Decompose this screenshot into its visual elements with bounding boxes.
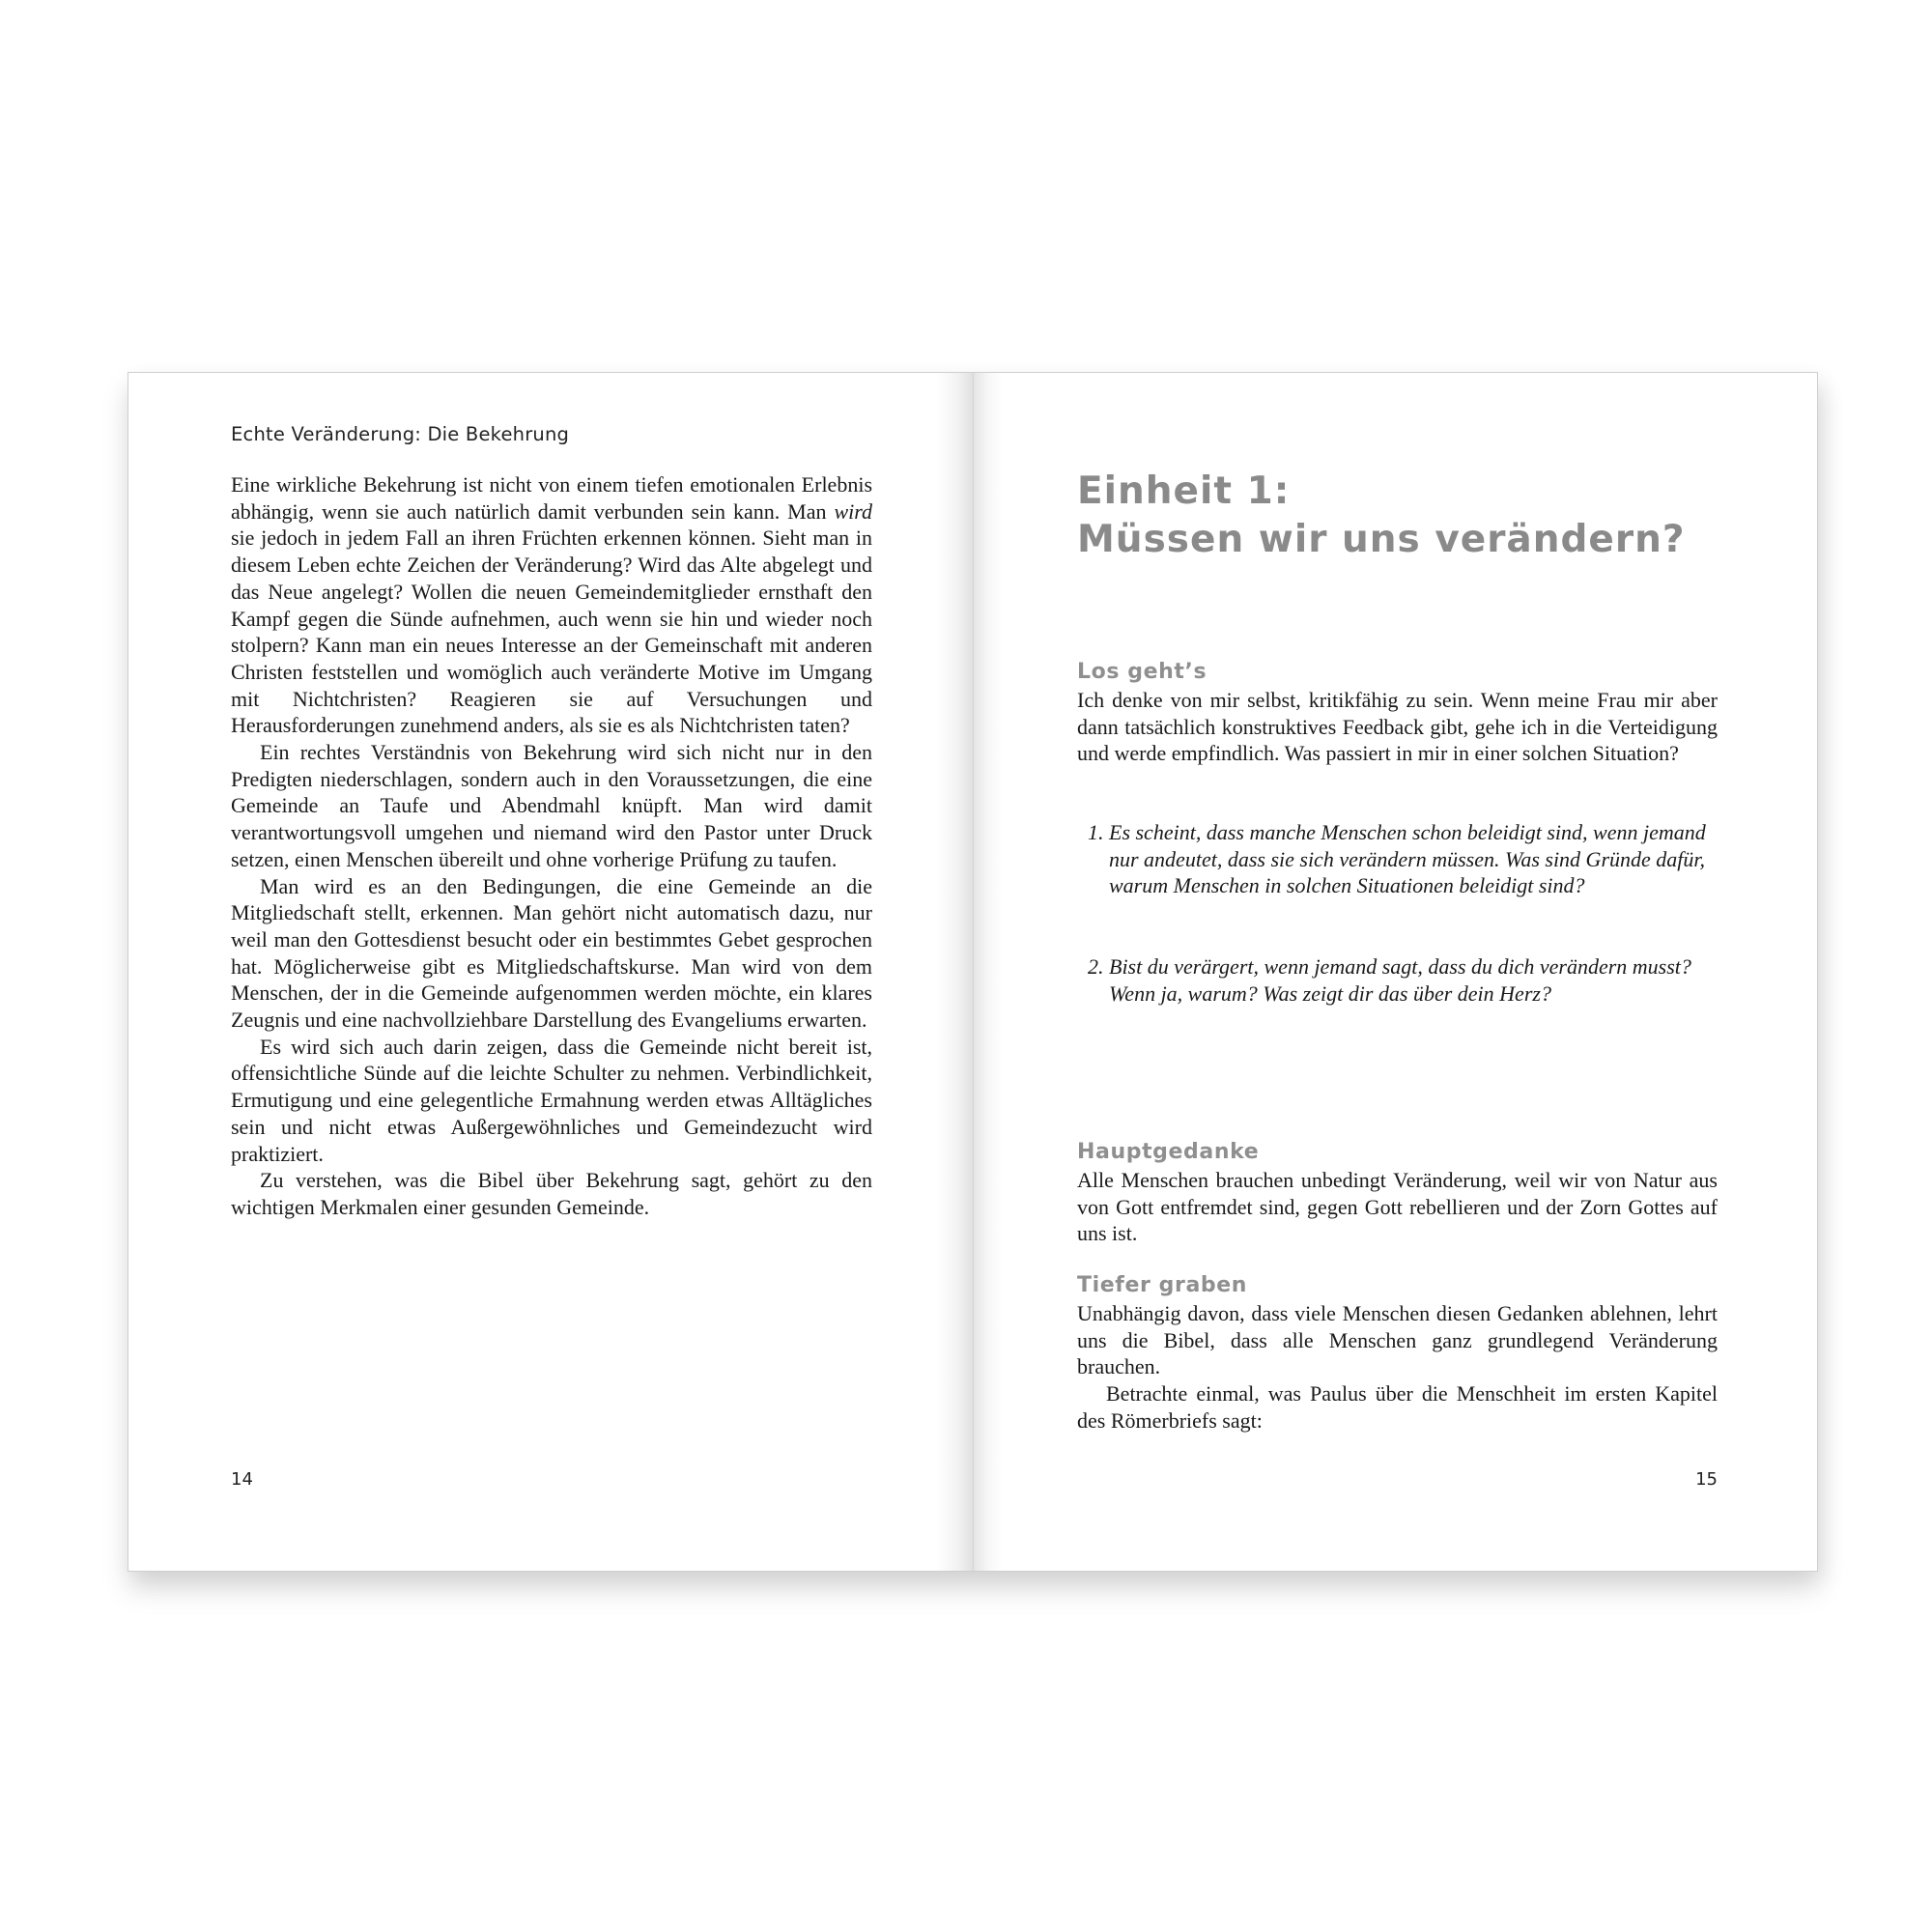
paragraph-3: Man wird es an den Bedingungen, die eine Gemeinde an die Mitgliedschaft stellt, erkennen. Man gehört nicht automatisch dazu, nur weil man den Gottesdienst besucht oder ein bestimmtes Gebet gesprochen hat. Möglicherweise gibt es Mitgliedschaftskurse. Man wird von dem Menschen, der in die Gemeinde aufgenommen werden möchte, ein klares Zeugnis und eine nachvollziehbare Darstellung des Evangeliums erwarten.	[231, 873, 872, 1033]
paragraph-5: Zu verstehen, was die Bibel über Bekehrung sagt, gehört zu den wichtigen Merkmalen einer gesunden Gemeinde.	[231, 1168, 872, 1219]
question-text: Bist du verärgert, wenn jemand sagt, dass du dich verändern musst? Wenn ja, warum? Was zeigt dir das über dein Herz?	[1109, 954, 1691, 1006]
right-page	[974, 373, 1817, 1571]
tiefer-graben-text: Unabhängig davon, dass viele Menschen diesen Gedanken ablehnen, lehrt uns die Bibel, dass alle Menschen ganz grundlegend Veränderung brauchen. Betrachte einmal, was Paulus über die Menschheit im ersten Kapitel des Römerbriefs sagt:	[1077, 1301, 1718, 1433]
book-spread	[128, 372, 1818, 1572]
emphasis-text: wird	[834, 498, 872, 524]
section-heading-tiefer-graben: Tiefer graben	[1077, 1273, 1248, 1297]
question-number: 2.	[1088, 954, 1104, 979]
hauptgedanke-text: Alle Menschen brauchen unbedingt Veränderung, weil wir von Natur aus von Gott entfremdet sind, gegen Gott rebellieren und der Zorn Gottes auf uns ist.	[1077, 1168, 1718, 1246]
running-head: Echte Veränderung: Die Bekehrung	[231, 423, 570, 445]
question-text: Es scheint, dass manche Menschen schon beleidigt sind, wenn jemand nur andeutet, dass sie sich verändern müssen. Was sind Gründe dafür, warum Menschen in solchen Situationen beleidigt sind?	[1109, 820, 1706, 898]
question-2	[1088, 953, 1718, 1007]
section-heading-hauptgedanke: Hauptgedanke	[1077, 1140, 1260, 1164]
question-number: 1.	[1088, 820, 1104, 844]
los-gehts-text: Ich denke von mir selbst, kritikfähig zu sein. Wenn meine Frau mir aber dann tatsächlich konstruktives Feedback gibt, gehe ich in die Verteidigung und werde empfindlich. Was passiert in mir in einer solchen Situation?	[1077, 688, 1718, 766]
left-page	[128, 373, 973, 1571]
question-1	[1088, 819, 1718, 899]
chapter-title	[1077, 468, 1753, 564]
page-number-left: 14	[231, 1469, 253, 1490]
paragraph-4: Es wird sich auch darin zeigen, dass die Gemeinde nicht bereit ist, offensichtliche Sünde auf die leichte Schulter zu nehmen. Verbindlichkeit, Ermutigung und eine gelegentliche Ermahnung werden etwas Alltägliches sein und nicht etwas Außergewöhnliches und Gemeindezucht wird praktiziert.	[231, 1034, 872, 1166]
paragraph-2: Ein rechtes Verständnis von Bekehrung wird sich nicht nur in den Predigten niederschlagen, sondern auch in den Voraussetzungen, die eine Gemeinde an Taufe und Abendmahl knüpft. Man wird damit verantwortungsvoll umgehen und niemand wird den Pastor unter Druck setzen, einen Menschen übereilt und ohne vorherige Prüfung zu taufen.	[231, 740, 872, 871]
left-body-text	[231, 471, 872, 1221]
page-number-right: 15	[1695, 1469, 1718, 1490]
chapter-title-line-1: Einheit 1:	[1077, 469, 1291, 513]
paragraph-1: Eine wirkliche Bekehrung ist nicht von einem tiefen emotionalen Erlebnis abhängig, wenn sie auch natürlich damit verbunden sein kann. Man wird sie jedoch in jedem Fall an ihren Früchten erkennen können. Sieht man in diesem Leben echte Zeichen der Veränderung? Wird das Alte abgelegt und das Neue angelegt? Wollen die neuen Gemeindemitglieder ernsthaft den Kampf gegen die Sünde aufnehmen, auch wenn sie hin und wieder noch stolpern? Kann man ein neues Interesse an der Gemeinschaft mit anderen Christen feststellen und womöglich auch veränderte Motive im Umgang mit Nichtchristen? Reagieren sie auf Versuchungen und Herausforderungen zunehmend anders, als sie es als Nichtchristen taten?	[231, 472, 872, 738]
section-heading-los-gehts: Los geht’s	[1077, 660, 1208, 684]
chapter-title-line-2: Müssen wir uns verändern?	[1077, 518, 1686, 561]
